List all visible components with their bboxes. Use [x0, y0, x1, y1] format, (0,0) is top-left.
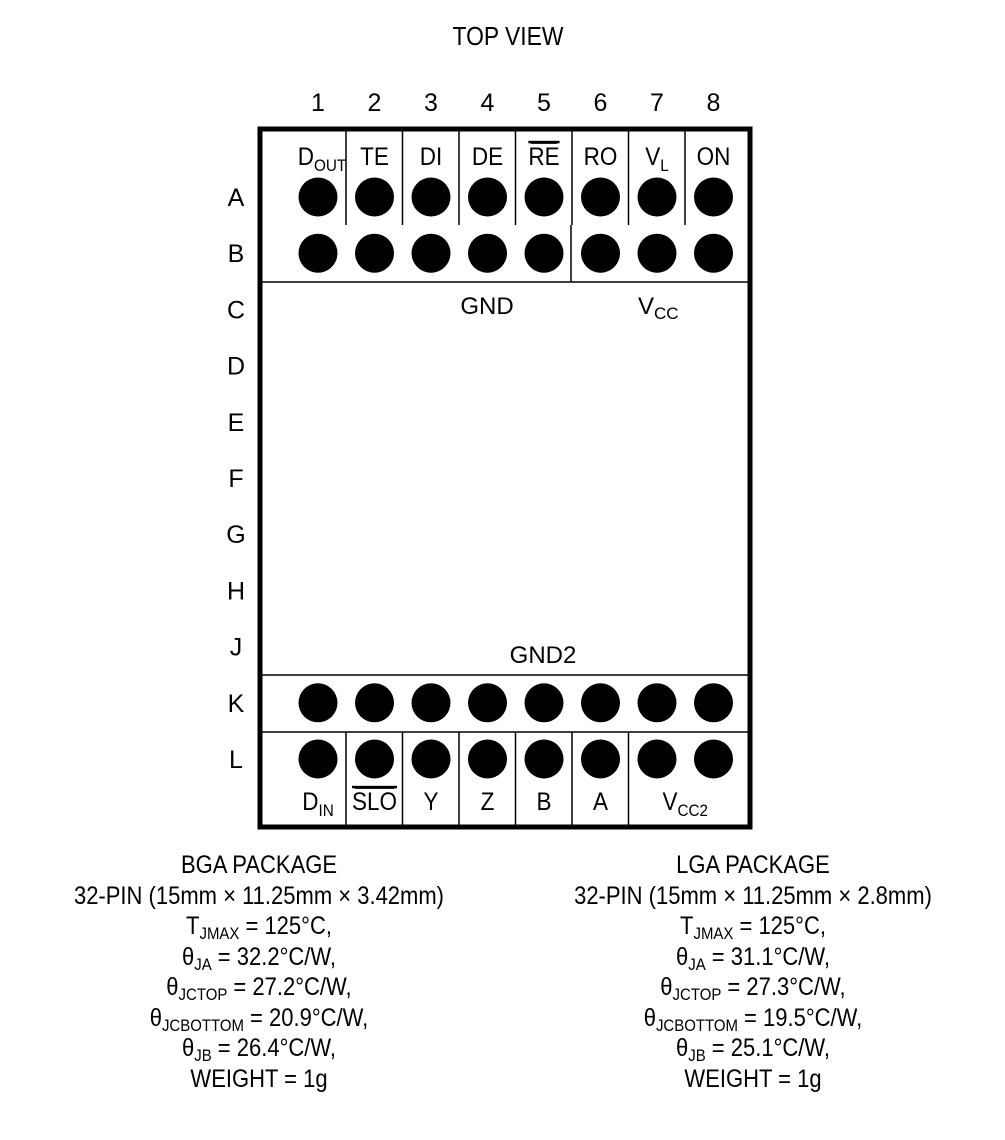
lga-theta-jctop-sym: θ: [660, 973, 673, 1001]
pin-ball-K3: [412, 683, 451, 722]
vcc-label-main: V: [638, 293, 655, 320]
top-pin-label-4: DE: [471, 142, 504, 172]
bga-theta-ja-sym: θ: [181, 942, 195, 971]
pin-ball-B4: [468, 234, 507, 273]
pin-balls: [299, 178, 734, 779]
lga-package-name: LGA PACKAGE: [676, 851, 830, 879]
bga-theta-ja-sub: JA: [194, 954, 212, 974]
lga-tjmax-val: = 125°C,: [733, 912, 826, 940]
diagram-title: TOP VIEW: [452, 22, 564, 52]
row-label-J: J: [229, 633, 243, 662]
bottom-pin-label-6: A: [592, 787, 609, 817]
column-label-1: 1: [311, 89, 325, 117]
bga-theta-jb-val: = 26.4°C/W,: [211, 1034, 337, 1062]
lga-theta-jcbottom-sub: JCBOTTOM: [655, 1015, 738, 1035]
gnd-label: GND: [460, 293, 514, 320]
top-pin-label-7: $V_L$: [645, 142, 669, 176]
lga-theta-jcbottom: [546, 1003, 960, 1034]
row-label-L: L: [229, 746, 243, 774]
bga-package-pins: 32-PIN (15mm × 11.25mm × 3.42mm): [73, 881, 445, 910]
pin-ball-K5: [525, 683, 564, 722]
lga-theta-jctop-val: = 27.3°C/W,: [721, 973, 846, 1001]
pin-ball-B6: [581, 234, 620, 273]
bottom-pin-label-5: B: [536, 787, 552, 817]
pin-ball-L7: [638, 740, 677, 779]
lga-theta-ja-val: = 31.1°C/W,: [705, 942, 831, 971]
column-labels: [311, 89, 720, 117]
pin-ball-L6: [581, 740, 620, 779]
pin-ball-A2: [355, 178, 394, 217]
lga-package-info: [546, 850, 960, 1094]
pin-ball-A7: [638, 178, 677, 217]
pin-ball-A5: [525, 178, 564, 217]
lga-tjmax-sub: JMAX: [693, 924, 734, 943]
bga-theta-jcbottom-sub: JCBOTTOM: [161, 1015, 244, 1035]
top-pin-label-6: RO: [583, 142, 618, 172]
lga-theta-jcbottom-sym: θ: [643, 1003, 656, 1032]
bga-tjmax-val: = 125°C,: [239, 912, 332, 940]
bottom-pin-labels: [302, 788, 708, 820]
bga-tjmax-sym: T: [186, 912, 200, 940]
row-label-F: F: [228, 465, 244, 493]
lga-theta-jctop: [546, 972, 960, 1003]
bga-tjmax-sub: JMAX: [199, 924, 240, 943]
region-labels: [460, 293, 678, 669]
lga-theta-jctop-sub: JCTOP: [672, 985, 722, 1004]
pin-ball-A6: [581, 178, 620, 217]
pin-ball-B8: [694, 234, 733, 273]
bottom-pin-label-3: Y: [423, 787, 439, 817]
row-labels: [226, 184, 245, 774]
vcc-label: [638, 293, 679, 323]
pin-ball-A1: [299, 178, 338, 217]
lga-theta-jb-sym: θ: [675, 1034, 689, 1062]
bga-tjmax: [52, 911, 466, 942]
row-label-B: B: [227, 240, 245, 269]
lga-weight: WEIGHT = 1g: [684, 1064, 822, 1093]
lga-theta-jcbottom-val: = 19.5°C/W,: [737, 1003, 863, 1032]
row-label-G: G: [226, 521, 246, 550]
pin-ball-K2: [355, 683, 394, 722]
row-label-C: C: [226, 296, 246, 325]
bga-theta-jcbottom: [52, 1003, 466, 1034]
bga-theta-jctop-val: = 27.2°C/W,: [227, 973, 352, 1001]
pin-ball-B1: [299, 234, 338, 273]
pin-ball-L2: [355, 740, 394, 779]
top-pin-label-5: RE: [528, 142, 560, 172]
pin-ball-K1: [299, 683, 338, 722]
top-pin-labels: [298, 143, 731, 175]
pin-ball-A3: [412, 178, 451, 217]
column-label-7: 7: [650, 89, 664, 117]
bottom-pin-label-7: $V_{CC2}$: [662, 787, 709, 821]
lga-theta-jb-sub: JB: [688, 1046, 706, 1065]
gnd2-label: GND2: [509, 642, 577, 669]
lga-theta-jb: [546, 1033, 960, 1064]
row-label-D: D: [226, 352, 246, 381]
bottom-pin-label-1: $D_{IN}$: [302, 787, 334, 821]
lga-package-pins: 32-PIN (15mm × 11.25mm × 2.8mm): [574, 881, 932, 910]
column-label-8: 8: [706, 89, 721, 117]
top-pin-label-1: $D_{OUT}$: [297, 142, 347, 176]
top-pin-label-3: DI: [419, 142, 443, 172]
lga-theta-jb-val: = 25.1°C/W,: [705, 1034, 831, 1062]
pin-ball-K8: [694, 683, 733, 722]
vcc-label-sub: CC: [654, 304, 679, 323]
pin-ball-L8: [694, 740, 733, 779]
bga-theta-jcbottom-sym: θ: [149, 1003, 162, 1032]
pin-ball-L1: [299, 740, 338, 779]
bga-package-info: [52, 850, 466, 1094]
lga-theta-ja-sym: θ: [675, 942, 689, 971]
bga-package-name: BGA PACKAGE: [180, 851, 338, 879]
bga-theta-jb-sub: JB: [194, 1046, 212, 1065]
row-label-H: H: [226, 577, 246, 606]
pin-ball-L4: [468, 740, 507, 779]
pin-ball-K7: [638, 683, 677, 722]
bottom-pin-label-4: Z: [480, 787, 495, 817]
column-label-4: 4: [480, 89, 495, 117]
pin-ball-B5: [525, 234, 564, 273]
bga-theta-jb-sym: θ: [181, 1034, 195, 1062]
pin-ball-A8: [694, 178, 733, 217]
pin-ball-B2: [355, 234, 394, 273]
top-pin-label-2: TE: [360, 142, 389, 172]
column-label-6: 6: [593, 89, 608, 117]
row-label-A: A: [227, 184, 245, 212]
bga-theta-ja-val: = 32.2°C/W,: [211, 942, 337, 971]
top-pin-label-8: ON: [696, 142, 731, 172]
package-outline: [260, 129, 750, 827]
pin-ball-L3: [412, 740, 451, 779]
lga-tjmax-sym: T: [680, 912, 694, 940]
bga-weight: WEIGHT = 1g: [190, 1064, 328, 1093]
bga-theta-jctop-sym: θ: [166, 973, 179, 1001]
pin-ball-L5: [525, 740, 564, 779]
column-label-3: 3: [424, 89, 438, 117]
bga-theta-jctop: [52, 972, 466, 1003]
pin-ball-B7: [638, 234, 677, 273]
bga-theta-jb: [52, 1033, 466, 1064]
lga-theta-ja: [546, 942, 960, 973]
lga-tjmax: [546, 911, 960, 942]
bga-theta-ja: [52, 942, 466, 973]
pin-ball-K4: [468, 683, 507, 722]
column-label-2: 2: [367, 89, 382, 117]
row-label-E: E: [227, 408, 245, 437]
column-label-5: 5: [537, 89, 551, 117]
pin-ball-A4: [468, 178, 507, 217]
bottom-pin-label-2: SLO: [352, 787, 397, 817]
bga-theta-jctop-sub: JCTOP: [178, 985, 228, 1004]
pin-ball-K6: [581, 683, 620, 722]
bga-theta-jcbottom-val: = 20.9°C/W,: [243, 1003, 369, 1032]
lga-theta-ja-sub: JA: [688, 954, 706, 974]
pin-cell-dividers: [346, 131, 685, 825]
pin-ball-B3: [412, 234, 451, 273]
row-label-K: K: [227, 689, 245, 718]
